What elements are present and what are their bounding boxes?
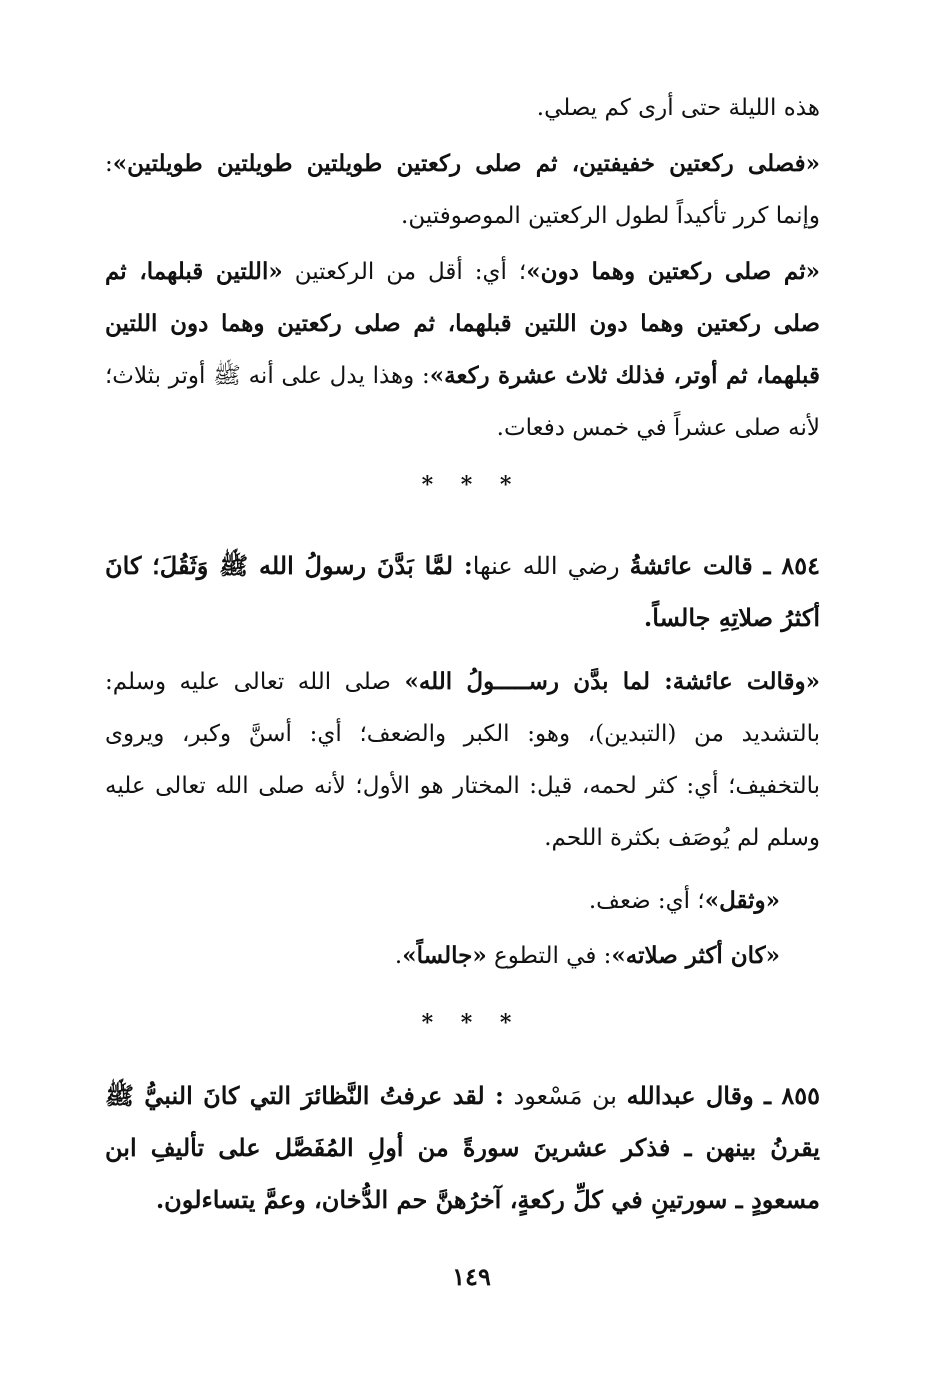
commentary-text: : وإنما كرر تأكيداً لطول الركعتين الموصوفتين. — [105, 151, 820, 229]
text: هذه الليلة حتى أرى كم يصلي. — [536, 95, 820, 121]
quoted-text: «ثم صلى ركعتين وهما دون» — [526, 258, 821, 285]
quoted-text: «كان أكثر صلاته» — [611, 942, 780, 969]
hadith-855 — [105, 1070, 820, 1226]
hadith-854 — [105, 540, 820, 644]
paragraph-witr — [105, 246, 820, 454]
paragraph-two-rakaat — [105, 138, 820, 242]
honorific-text: رضي الله عنها — [472, 552, 630, 580]
hadith-text: : لقد عرفتُ النَّظائرَ التي كانَ النبيُّ ﷺ يقرنُ بينهن ـ فذكر عشرينَ سورةً من أولِ المُفَصَّل على تأليفِ ابن مسعودٍ ـ سورتينِ في كلِّ ركعةٍ، آخرُهنَّ حم الدُّخان، وعمَّ يتساءلون. — [105, 1081, 820, 1214]
hadith-text: : لمَّا بَدَّنَ رسولُ الله ﷺ وَثَقُلَ؛ كانَ أكثرُ صلاتِهِ جالساً. — [105, 551, 820, 632]
commentary-jalisan — [105, 930, 820, 982]
quoted-text: «جالساً» — [402, 942, 487, 969]
commentary-text: صلى الله تعالى عليه وسلم: بالتشديد من (التبدين)، وهو: الكبر والضعف؛ أي: أسنَّ وكبر، ويروى بالتخفيف؛ أي: كثر لحمه، قيل: المختار هو الأول؛ لأنه صلى الله تعالى عليه وسلم لم يُوصَف بكثرة اللحم. — [105, 669, 820, 851]
hadith-number-narrator: ٨٥٤ ـ قالت عائشةُ — [629, 551, 820, 580]
page-number: ١٤٩ — [452, 1262, 491, 1291]
commentary-text: ؛ أي: ضعف. — [588, 888, 705, 914]
narrator-text: بن مَسْعود — [503, 1082, 627, 1110]
quoted-text: «فصلى ركعتين خفيفتين، ثم صلى ركعتين طويلتين طويلتين طويلتين» — [112, 150, 820, 177]
punctuation: . — [394, 943, 403, 969]
commentary-text: : وهذا يدل على أنه ﷺ أوتر بثلاث؛ لأنه صلى عشراً في خمس دفعات. — [105, 363, 820, 441]
commentary-text: : في التطوع — [486, 943, 612, 969]
section-separator: * * * — [421, 1010, 522, 1036]
section-separator: * * * — [421, 472, 522, 498]
commentary-text: ؛ أي: أقل من الركعتين — [282, 259, 527, 285]
paragraph-continuation — [105, 82, 820, 134]
quoted-text: «اللتين قبلهما، ثم صلى ركعتين وهما دون اللتين قبلهما، ثم صلى ركعتين وهما دون اللتين قبلهما، ثم أوتر، فذلك ثلاث عشرة ركعة» — [105, 258, 820, 389]
quoted-text: «وثقل» — [704, 887, 780, 914]
commentary-854 — [105, 656, 820, 864]
quoted-text: «وقالت عائشة: لما بدَّن رســـــولُ الله» — [404, 668, 820, 695]
hadith-number-narrator: ٨٥٥ ـ وقال عبدالله — [626, 1081, 820, 1110]
commentary-thaqul — [105, 875, 820, 927]
